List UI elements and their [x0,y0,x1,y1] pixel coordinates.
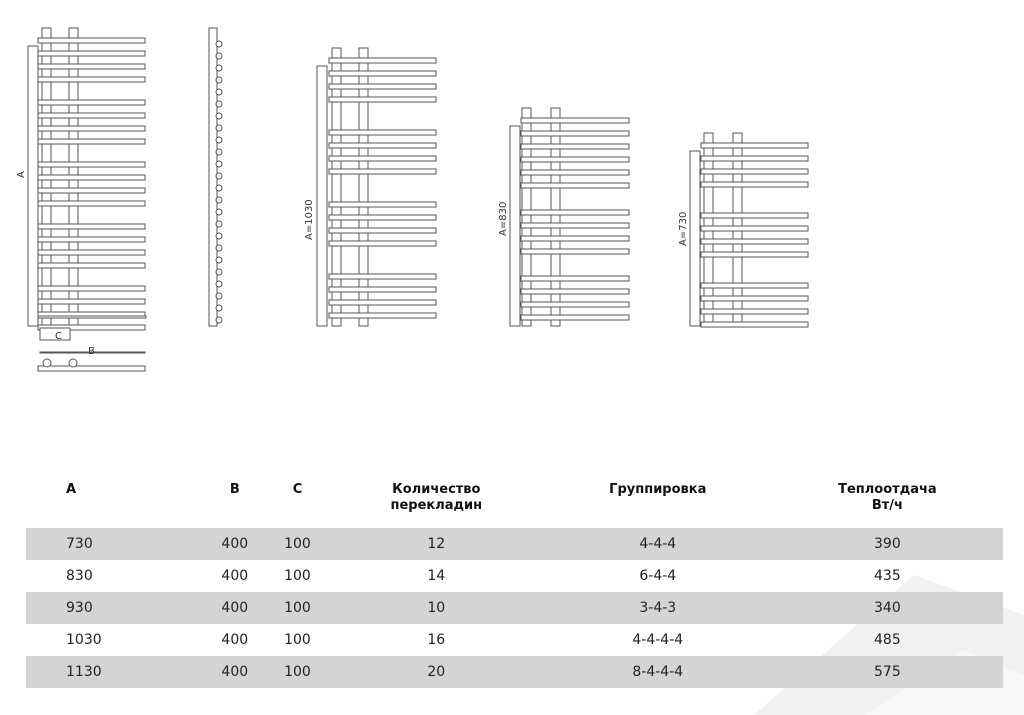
radiator-side-bar-end [216,197,222,203]
radiator-side-bar-end [216,77,222,83]
radiator-crossbar [701,283,808,288]
radiator-crossbar [521,289,629,294]
cell-bar-count: 16 [427,632,446,648]
radiator-crossbar [38,139,145,144]
bottom-bar [38,366,145,371]
size-label-730: A=730 [678,211,689,246]
radiator-crossbar [521,315,629,320]
radiator-side-bar-end [216,173,222,179]
header-bar-count: Количество перекладин [390,482,483,513]
cell-b: 400 [203,592,266,624]
radiator-frame [28,46,38,326]
radiator-crossbar [521,302,629,307]
radiator-crossbar [38,286,145,291]
radiator-crossbar [521,223,629,228]
radiator-crossbar [521,210,629,215]
table-row [26,592,1003,624]
cell-b: 400 [221,568,249,584]
radiator-crossbar [521,170,629,175]
cell-a: 1030 [66,632,102,648]
cell-c: 100 [284,568,311,584]
table-row [26,528,1003,560]
radiator-crossbar [329,274,436,279]
table-header-row [26,478,1003,528]
radiator-crossbar [38,38,145,43]
radiator-side-view [209,28,222,326]
radiator-crossbar [38,162,145,167]
radiator-crossbar [701,252,808,257]
cell-c: 100 [284,632,311,648]
radiator-crossbar [38,188,145,193]
cell-b: 400 [203,656,266,688]
cell-bar-count: 14 [427,568,446,584]
radiator-crossbar [38,263,145,268]
radiator-crossbar [521,157,629,162]
radiator-830-view [510,108,629,326]
cell-heat-output: 340 [772,592,1003,624]
size-label-830: A=830 [498,201,509,236]
table-row [26,624,1003,656]
radiator-crossbar [329,84,436,89]
radiator-side-bar-end [216,281,222,287]
cell-heat-output: 485 [874,632,901,648]
radiator-side-bar-end [216,137,222,143]
radiator-side-bar-end [216,305,222,311]
cell-c: 100 [266,528,329,560]
radiator-crossbar [521,144,629,149]
radiator-crossbar [701,213,808,218]
radiator-crossbar [38,224,145,229]
spec-table [26,478,1003,688]
radiator-crossbar [521,183,629,188]
radiator-side-bar-end [216,149,222,155]
radiator-crossbar [38,64,145,69]
radiator-side-bar-end [216,209,222,215]
radiator-side-bar-end [216,101,222,107]
radiator-1030-view [317,48,436,326]
size-label-1030: A=1030 [304,199,315,240]
cell-c: 100 [266,592,329,624]
dimension-line [38,316,146,318]
radiator-front-view [28,28,146,371]
radiator-crossbar [329,169,436,174]
radiator-crossbar [329,143,436,148]
radiator-crossbar [38,113,145,118]
dimension-label-a: A [16,171,27,178]
radiator-crossbar [521,249,629,254]
cell-bar-count: 12 [329,528,544,560]
radiator-tube [359,48,368,326]
radiator-crossbar [329,241,436,246]
radiator-crossbar [521,276,629,281]
radiator-crossbar [521,118,629,123]
cell-a: 1130 [26,656,203,688]
cell-b: 400 [203,528,266,560]
cell-bar-count: 20 [329,656,544,688]
radiator-crossbar [38,201,145,206]
radiator-crossbar [38,237,145,242]
radiator-frame [690,151,700,326]
radiator-crossbar [701,309,808,314]
radiator-side-bar-end [216,317,222,323]
radiator-side-bar-end [216,221,222,227]
radiator-crossbar [701,169,808,174]
radiator-crossbar [38,77,145,82]
radiator-crossbar [38,299,145,304]
radiator-crossbar [329,71,436,76]
radiator-crossbar [329,58,436,63]
cell-grouping: 3-4-3 [544,592,772,624]
header-heat-output: Теплоотдача Вт/ч [838,482,937,513]
radiator-crossbar [329,313,436,318]
cell-heat-output: 390 [772,528,1003,560]
radiator-crossbar [329,130,436,135]
radiator-crossbar [38,51,145,56]
radiator-crossbar [38,175,145,180]
radiator-crossbar [38,250,145,255]
radiator-tube [332,48,341,326]
radiator-crossbar [701,226,808,231]
radiator-side-bar-end [216,41,222,47]
radiator-crossbar [521,131,629,136]
cell-heat-output: 575 [772,656,1003,688]
radiator-crossbar [701,182,808,187]
table-row [26,560,1003,592]
radiator-crossbar [329,215,436,220]
header-b: B [229,482,240,497]
radiator-crossbar [701,296,808,301]
cell-bar-count: 10 [329,592,544,624]
radiator-side-bar-end [216,89,222,95]
radiator-crossbar [329,228,436,233]
radiator-side-bar-end [216,233,222,239]
cell-b: 400 [221,632,249,648]
radiator-side-bar-end [216,293,222,299]
radiator-crossbar [521,236,629,241]
cell-a: 730 [26,528,203,560]
radiator-crossbar [701,239,808,244]
radiator-730-view [690,133,808,327]
radiator-crossbar [329,300,436,305]
cell-a: 830 [66,568,93,584]
radiator-side-bar-end [216,161,222,167]
radiator-side-bar-end [216,65,222,71]
radiator-crossbar [701,143,808,148]
cell-c: 100 [266,656,329,688]
radiator-crossbar [329,202,436,207]
cell-grouping: 6-4-4 [639,568,677,584]
radiator-side-bar-end [216,125,222,131]
radiator-crossbar [701,156,808,161]
radiator-crossbar [329,97,436,102]
radiator-crossbar [38,126,145,131]
radiator-side-bar-end [216,113,222,119]
header-c: C [292,482,303,497]
radiator-side-bar-end [216,53,222,59]
radiator-side-bar-end [216,257,222,263]
cell-heat-output: 435 [874,568,901,584]
radiator-side-bar-end [216,185,222,191]
mount-circle [43,359,51,367]
table-row [26,656,1003,688]
dimension-label-c: C [55,331,62,342]
radiator-crossbar [329,287,436,292]
radiator-crossbar [701,322,808,327]
mount-circle [69,359,77,367]
cell-grouping: 8-4-4-4 [544,656,772,688]
cell-grouping: 4-4-4-4 [632,632,684,648]
header-a: A [66,482,77,497]
radiator-side-bar-end [216,269,222,275]
cell-a: 930 [26,592,203,624]
radiator-frame [510,126,520,326]
radiator-crossbar [38,100,145,105]
radiator-side-bar-end [216,245,222,251]
radiator-crossbar [329,156,436,161]
header-grouping: Группировка [609,482,707,497]
radiator-frame [317,66,327,326]
cell-grouping: 4-4-4 [544,528,772,560]
dimension-label-b: B [88,346,95,357]
